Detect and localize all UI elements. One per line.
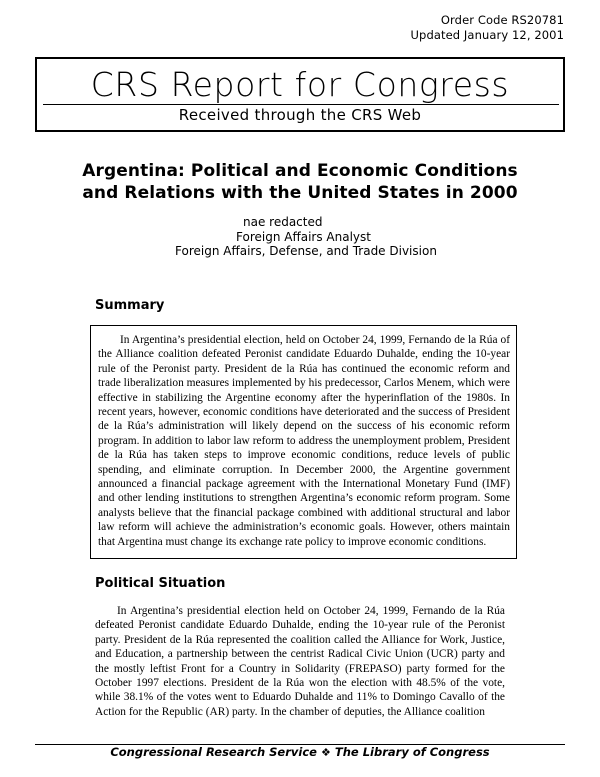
- report-title-line-1: Argentina: Political and Economic Conditions: [82, 161, 518, 181]
- political-situation-heading: Political Situation: [95, 576, 226, 591]
- author-division: Foreign Affairs, Defense, and Trade Division: [175, 244, 437, 258]
- summary-heading: Summary: [95, 298, 165, 313]
- author-role: Foreign Affairs Analyst: [236, 229, 371, 244]
- order-code: Order Code RS20781: [440, 13, 564, 27]
- updated-date: Updated January 12, 2001: [410, 28, 564, 42]
- crs-header-box: [35, 57, 565, 132]
- political-situation-text: In Argentina’s presidential election held on October 24, 1999, Fernando de la Rúa defeated Peronist candidate Eduardo Duhalde, ending the 10-year rule of the Peronist party. President de la Rúa represented the coalition called the Alliance for Work, Justice, and Education, a partnership between the centrist Radical Civic Union (UCR) party and the mostly leftist Front for a Country in Solidarity (FREPASO) party formed for the October 1997 elections. President de la Rúa won the election with 48.5% of the vote, while 38.1% of the votes went to Eduardo Duhalde and 11% to Domingo Cavallo of the Action for the Republic (AR) party. In the chamber of deputies, the Alliance coalition: [95, 605, 505, 718]
- header-title: CRS Report for Congress: [90, 65, 510, 104]
- author-block: [0, 215, 600, 259]
- diamond-ornament-icon: ❖: [320, 746, 331, 759]
- footer-crs: Congressional Research Service: [110, 745, 317, 759]
- author-name: nae redacted: [243, 215, 323, 229]
- order-info: [411, 13, 564, 43]
- summary-text: In Argentina’s presidential election, held on October 24, 1999, Fernando de la Rúa of the Alliance coalition defeated Peronist candidate Eduardo Duhalde, ending the 10-year rule of the Peronist party. President de la Rúa has continued the economic reform and trade liberalization measures implemented by his predecessor, Carlos Menem, which were effective in stabilizing the Argentine economy after the hyperinflation of the 1980s. In recent years, however, economic conditions have deteriorated and the success of President de la Rúa’s administration will likely depend on the success of his economic reform program. In addition to labor law reform to address the unemployment problem, President de la Rúa has taken steps to improve economic conditions, reduce levels of public spending, and eliminate corruption. In December 2000, the Argentine government announced a financial package agreement with the International Monetary Fund (IMF) and other lending institutions to strengthen Argentina’s economic reform program. Some analysts believe that the financial package combined with additional structural and labor law reform will achieve the administration’s economic goals. However, others maintain that Argentina must change its exchange rate policy to improve economic conditions.: [98, 334, 510, 548]
- header-subtitle: Received through the CRS Web: [178, 106, 422, 124]
- report-title-line-2: and Relations with the United States in 2000: [82, 183, 518, 203]
- footer-loc: The Library of Congress: [334, 745, 490, 759]
- report-title: [60, 160, 540, 204]
- header-divider: [43, 104, 559, 105]
- footer: [0, 745, 600, 760]
- summary-box: [90, 325, 517, 559]
